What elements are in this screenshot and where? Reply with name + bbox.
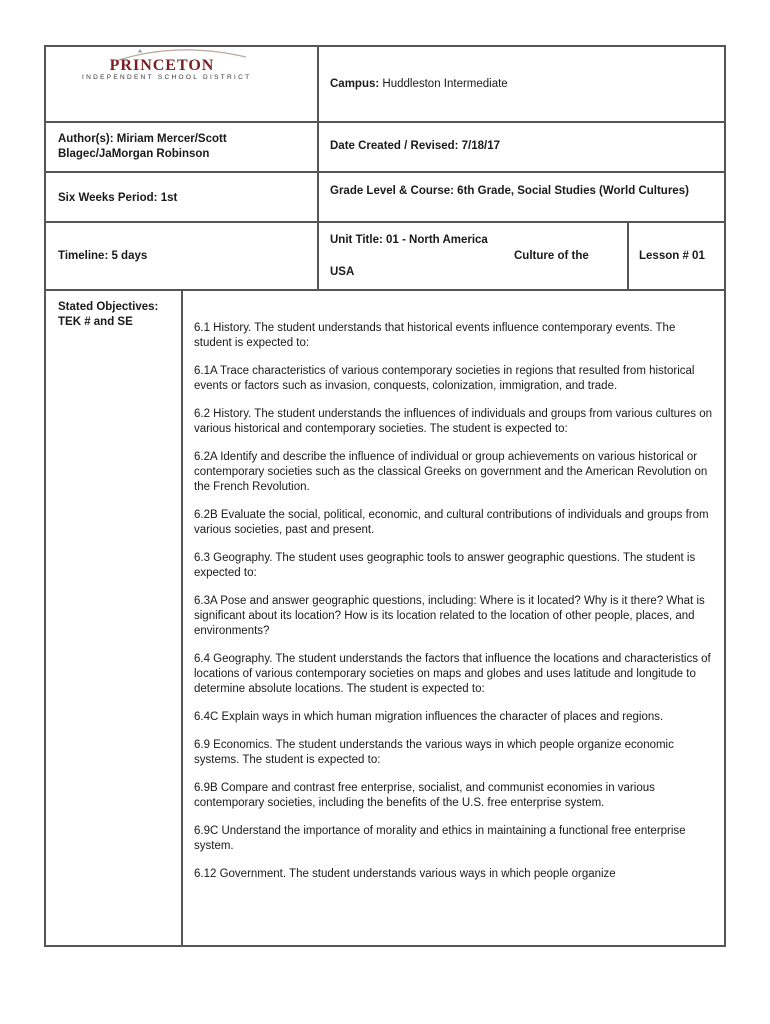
period-field: Six Weeks Period: 1st	[58, 192, 178, 204]
objective-item: 6.9B Compare and contrast free enterprise, socialist, and communist economies in various contemporary societies, including the benefits of the U.S. free enterprise system.	[194, 782, 655, 809]
lesson-field: Lesson # 01	[639, 250, 705, 262]
unit-title-line2: Culture of the	[514, 250, 589, 262]
objective-item: 6.3 Geography. The student uses geographic tools to answer geographic questions. The student is expected to:	[194, 552, 696, 579]
objective-item: 6.4 Geography. The student understands the factors that influence the locations and characteristics of locations of various contemporary societies on maps and globes and uses latitude and longitude to determine absolute locations. The student is expected to:	[194, 653, 711, 695]
objectives-list	[194, 321, 716, 895]
objective-item: 6.1A Trace characteristics of various contemporary societies in regions that resulted from historical events or factors such as invasion, conquests, colonization, immigration, and trade.	[194, 365, 695, 392]
column-divider	[181, 290, 183, 947]
unit-title-line3: USA	[330, 266, 355, 278]
timeline-field: Timeline: 5 days	[58, 250, 148, 262]
campus-label: Campus:	[330, 78, 380, 90]
objectives-label: Stated Objectives: TEK # and SE	[58, 301, 159, 328]
objective-item: 6.3A Pose and answer geographic questions, including: Where is it located? Why is it there? What is significant about its location? How is its location related to the location of other people, places, and environments?	[194, 595, 705, 637]
objective-item: 6.1 History. The student understands that historical events influence contemporary events. The student is expected to:	[194, 322, 676, 349]
row-divider	[46, 221, 724, 223]
unit-title-line1: Unit Title: 01 - North America	[330, 234, 488, 246]
logo-subtitle: INDEPENDENT SCHOOL DISTRICT	[82, 74, 252, 81]
objective-item: 6.2B Evaluate the social, political, economic, and cultural contributions of individuals and groups from various societies, past and present.	[194, 509, 709, 536]
objective-item: 6.12 Government. The student understands various ways in which people organize	[194, 868, 616, 880]
objective-item: 6.9 Economics. The student understands the various ways in which people organize economic systems. The student is expected to:	[194, 739, 674, 766]
row-divider	[46, 171, 724, 173]
authors-field: Author(s): Miriam Mercer/Scott Blagec/JaMorgan Robinson	[58, 133, 227, 160]
objective-item: 6.2A Identify and describe the influence of individual or group achievements on various historical or contemporary societies such as the classical Greeks on government and the American Revolution on the French Revolution.	[194, 451, 708, 493]
lesson-plan-table	[44, 45, 726, 947]
row-divider	[46, 121, 724, 123]
date-field: Date Created / Revised: 7/18/17	[330, 140, 501, 152]
objective-item: 6.4C Explain ways in which human migration influences the character of places and regions.	[194, 711, 664, 723]
district-logo	[46, 47, 318, 121]
row-divider	[46, 289, 724, 291]
campus-field	[330, 78, 710, 90]
logo-name: PRINCETON	[109, 57, 215, 74]
campus-value: Huddleston Intermediate	[382, 78, 508, 90]
grade-field: Grade Level & Course: 6th Grade, Social Studies (World Cultures)	[330, 185, 689, 197]
objective-item: 6.2 History. The student understands the influences of individuals and groups from various cultures on various historical and contemporary societies. The student is expected to:	[194, 408, 713, 435]
column-divider	[627, 222, 629, 290]
objective-item: 6.9C Understand the importance of morality and ethics in maintaining a functional free enterprise system.	[194, 825, 686, 852]
